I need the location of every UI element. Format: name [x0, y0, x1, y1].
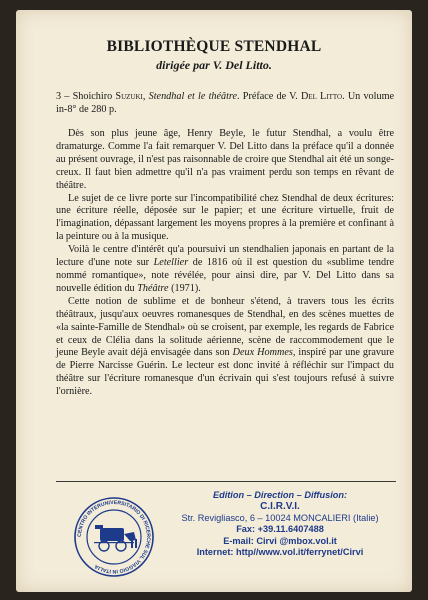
paragraph-3	[56, 244, 394, 296]
paragraph-4-part: Cette notion de sublime et de bonheur s'étend, à travers tous les écrits théâtraux, jusqu'aux oeuvres romanesques de Stendhal, en des scènes muettes de «la sainte-Famille de Stendhal» où se croisent, par exemple, les regards de Fabrice et ceux de Clélia dans la solitude aérienne, scène de raccommodement que le jeune Beyle avait déjà envisagée dans son	[56, 295, 394, 359]
stamp-ring-text: CENTRO INTERUNIVERSITARIO DI RICERCHE SUL VIAGGIO IN ITALIA	[76, 499, 152, 575]
carriage-icon	[94, 525, 137, 551]
publisher-info	[166, 490, 394, 558]
author-family-name: Suzuki	[115, 91, 143, 102]
paragraph-3-part: (1971).	[168, 282, 201, 294]
work-title-deux-hommes: Deux Hommes	[232, 347, 293, 359]
book-entry: 3 – Shoichiro Suzuki, Stendhal et le théâtre. Préface de V. Del Litto. Un volume in-8° de 280 p.	[56, 91, 395, 115]
paragraph-3-part: Voilà le centre d'intérêt qu'a poursuivi un stendhalien japonais en partant de la lecture d'une note sur	[56, 244, 394, 269]
description	[56, 128, 394, 399]
publisher-website: Internet: http//www.vol.it/ferrynet/Cirvi	[196, 547, 364, 558]
work-title-theatre: Théâtre	[137, 282, 169, 294]
series-director: dirigée par V. Del Litto.	[156, 58, 272, 72]
series-title: BIBLIOTHÈQUE STENDHAL	[106, 38, 322, 55]
publisher-name: C.I.R.V.I.	[260, 501, 300, 513]
preface-author: Del Litto	[300, 91, 343, 102]
paragraph-4-part: , inspiré par une gravure de Pierre Narcisse Guérin. Le lecteur est donc invité à réfléchir sur l'impact du théâtre sur l'écriture romanesque d'un écrivain qui s'est toujours refusé à suivre l'ornière.	[56, 347, 394, 398]
paragraph-1: Dès son plus jeune âge, Henry Beyle, le futur Stendhal, a voulu être dramaturge. Comme l'a fait remarquer V. Del Litto dans la préface qu'il a donnée au présent ouvrage, il n'est pas raisonnable de croire que Stendhal ait été un songe-creux. Il faut bien admettre qu'il n'a pas vraiment perdu son temps en rêvant de théâtre.	[56, 128, 394, 191]
paragraph-3-part: de 1816 où il est question du «sublime tendre nommé romantique», note révélée, pour ainsi dire, par V. Del Litto dans sa nouvelle édition du	[56, 257, 395, 294]
publisher-email: E-mail: Cirvi @mbox.vol.it	[223, 535, 337, 546]
divider	[56, 481, 396, 482]
book-title: Stendhal et le théâtre	[148, 91, 238, 102]
publisher-fax: Fax: +39.11.6407488	[236, 524, 324, 535]
back-cover	[16, 10, 412, 592]
cirvi-logo-stamp	[64, 496, 164, 578]
entry-preface-label: . Préface de V.	[237, 91, 298, 102]
publisher-address: Str. Revigliasco, 6 – 10024 MONCALIERI (Italie)	[181, 512, 379, 523]
paragraph-2: Le sujet de ce livre porte sur l'incompatibilité chez Stendhal de deux écritures: une écriture réelle, déposée sur le papier; et une écriture virtuelle, fruit de l'imagination, dépassant largement les moyens propres à la première et confinant à la peinture ou à la musique.	[56, 192, 394, 243]
work-title-letellier: Letellier	[153, 257, 189, 269]
author-given-name: Shoichiro	[72, 91, 113, 102]
publisher-heading: Edition – Direction – Diffusion:	[212, 490, 348, 500]
entry-number: 3 –	[56, 91, 70, 102]
paragraph-4	[56, 296, 394, 399]
entry-format: . Un volume in-8° de 280 p.	[56, 91, 395, 115]
